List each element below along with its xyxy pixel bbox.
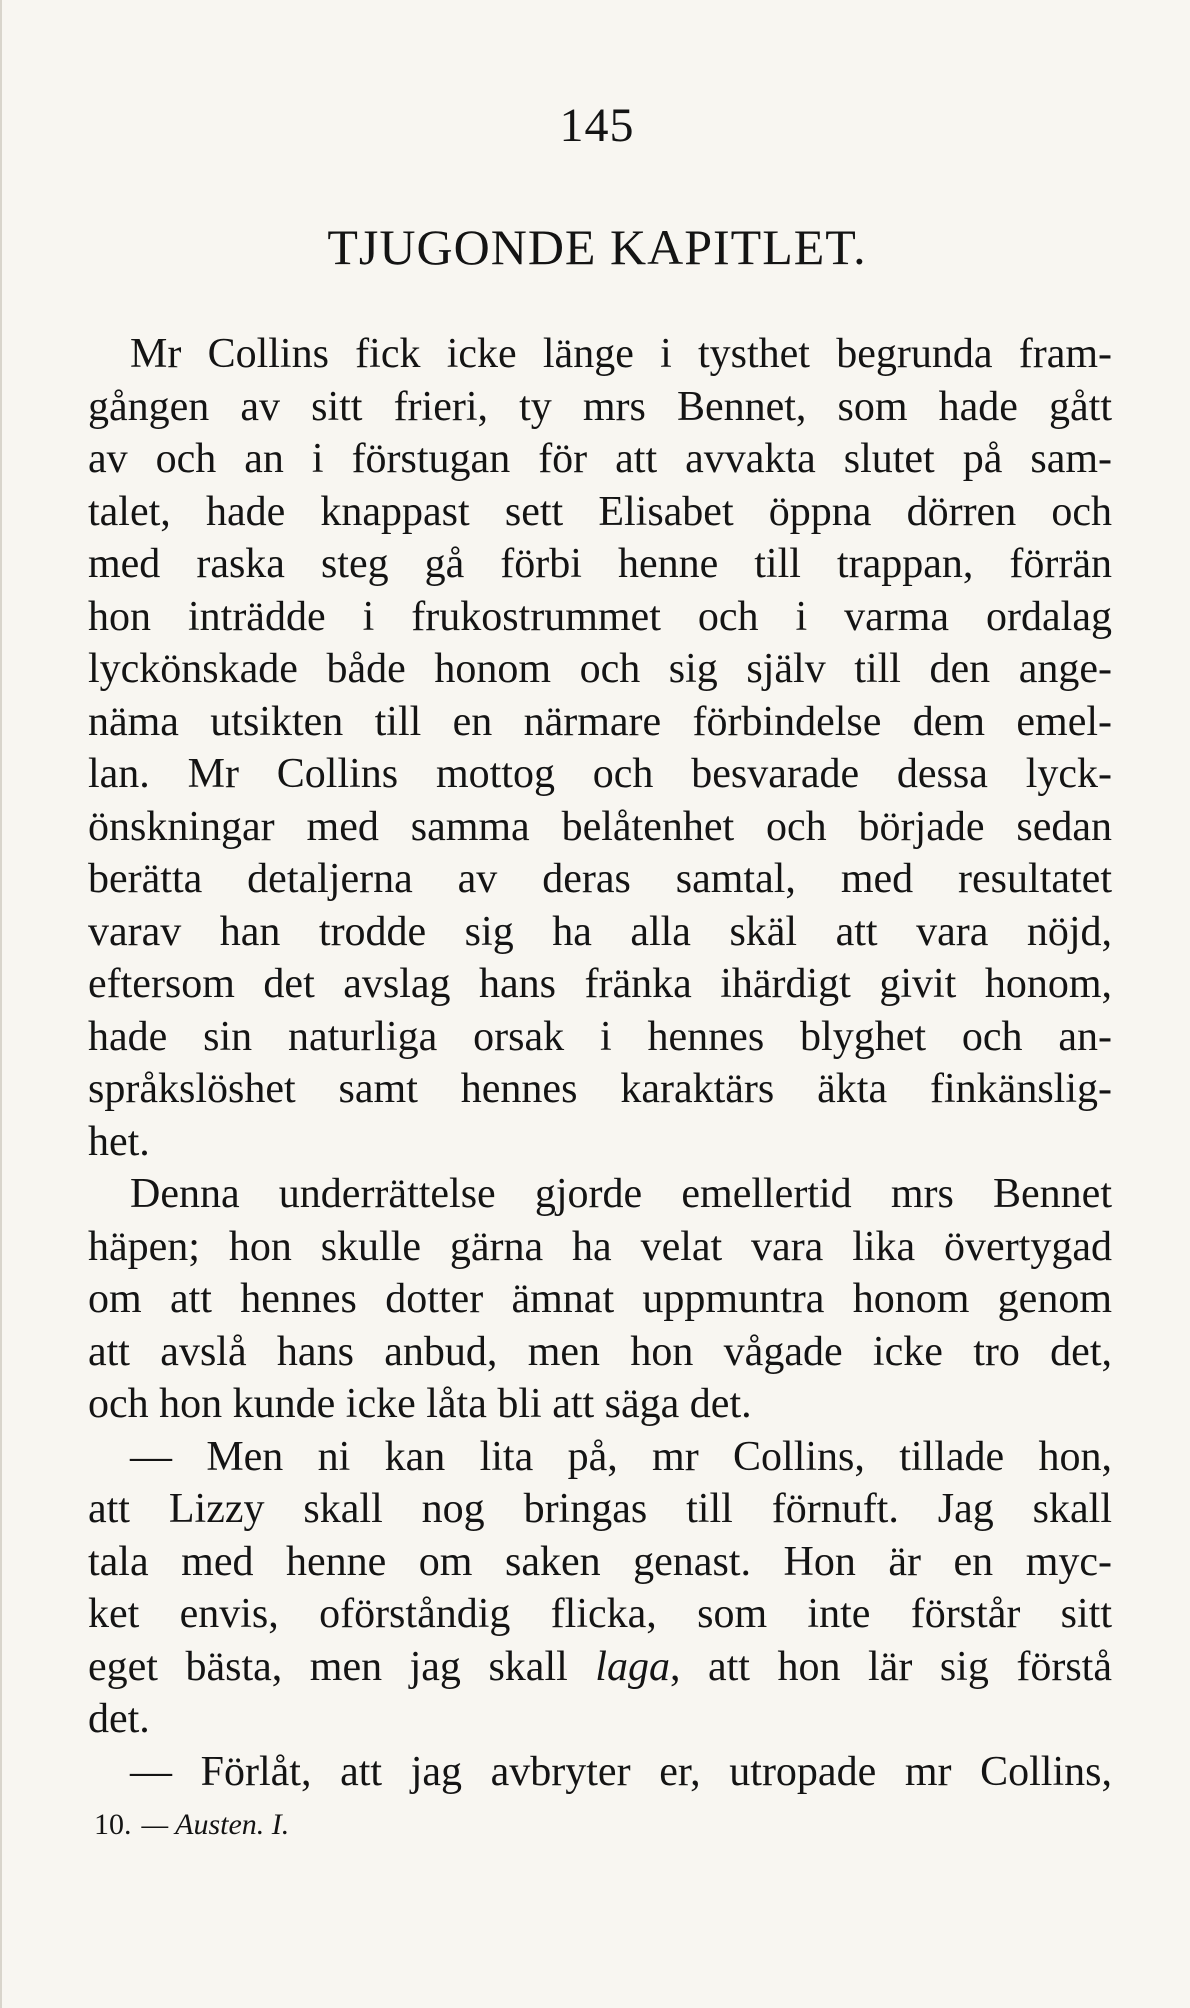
line-segment: eget bästa, men jag skall bbox=[88, 1643, 596, 1690]
text-line: het. bbox=[88, 1118, 150, 1165]
text-line: Mr Collins fick icke länge i tysthet begrunda fram- bbox=[130, 331, 1112, 377]
text-line: det. bbox=[88, 1696, 150, 1742]
text-line: och hon kunde icke låta bli att säga det. bbox=[88, 1381, 752, 1427]
signature-author: — Austen. I. bbox=[141, 1808, 290, 1841]
signature-number: 10. bbox=[94, 1808, 132, 1841]
printer-signature bbox=[94, 1808, 289, 1842]
text-line: med raska steg gå förbi henne till trappan, förrän bbox=[88, 541, 1112, 587]
text-line: av och an i förstugan för att avvakta slutet på sam- bbox=[88, 436, 1112, 482]
text-line: tala med henne om saken genast. Hon är en myc- bbox=[88, 1538, 1112, 1585]
text-line: hade sin naturliga orsak i hennes blyghet och an- bbox=[88, 1013, 1112, 1060]
text-line: näma utsikten till en närmare förbindelse dem emel- bbox=[88, 698, 1112, 745]
text-line: berätta detaljerna av deras samtal, med resultatet bbox=[88, 856, 1112, 902]
text-line: — Förlåt, att jag avbryter er, utropade mr Collins, bbox=[130, 1748, 1112, 1795]
text-line: lyckönskade både honom och sig själv till den ange- bbox=[88, 646, 1112, 692]
text-line: lan. Mr Collins mottog och besvarade dessa lyck- bbox=[88, 751, 1112, 797]
body-text bbox=[88, 328, 1112, 1798]
text-line: ket envis, oförståndig flicka, som inte förstår sitt bbox=[88, 1591, 1112, 1637]
text-line: att Lizzy skall nog bringas till förnuft. Jag skall bbox=[88, 1486, 1112, 1532]
text-line: gången av sitt frieri, ty mrs Bennet, som hade gått bbox=[88, 383, 1112, 430]
text-line: om att hennes dotter ämnat uppmuntra honom genom bbox=[88, 1276, 1112, 1322]
chapter-title: TJUGONDE KAPITLET. bbox=[327, 219, 867, 275]
text-line: önskningar med samma belåtenhet och började sedan bbox=[88, 803, 1112, 850]
text-line: Denna underrättelse gjorde emellertid mrs Bennet bbox=[130, 1171, 1112, 1217]
text-line: talet, hade knappast sett Elisabet öppna dörren och bbox=[88, 488, 1112, 535]
page-number: 145 bbox=[559, 99, 635, 152]
italic-word: laga bbox=[595, 1643, 670, 1690]
text-line: — Men ni kan lita på, mr Collins, tillade hon, bbox=[130, 1433, 1112, 1480]
text-line: varav han trodde sig ha alla skäl att vara nöjd, bbox=[88, 908, 1112, 955]
line-segment: , att hon lär sig förstå bbox=[669, 1643, 1112, 1690]
text-line: hon inträdde i frukostrummet och i varma ordalag bbox=[88, 593, 1112, 640]
text-line: att avslå hans anbud, men hon vågade icke tro det, bbox=[88, 1328, 1112, 1375]
text-line: språkslöshet samt hennes karaktärs äkta finkänslig- bbox=[88, 1066, 1112, 1112]
text-line: häpen; hon skulle gärna ha velat vara lika övertygad bbox=[88, 1223, 1112, 1270]
text-line: eftersom det avslag hans fränka ihärdigt givit honom, bbox=[88, 961, 1112, 1007]
text-line-with-emphasis bbox=[88, 1641, 1112, 1694]
